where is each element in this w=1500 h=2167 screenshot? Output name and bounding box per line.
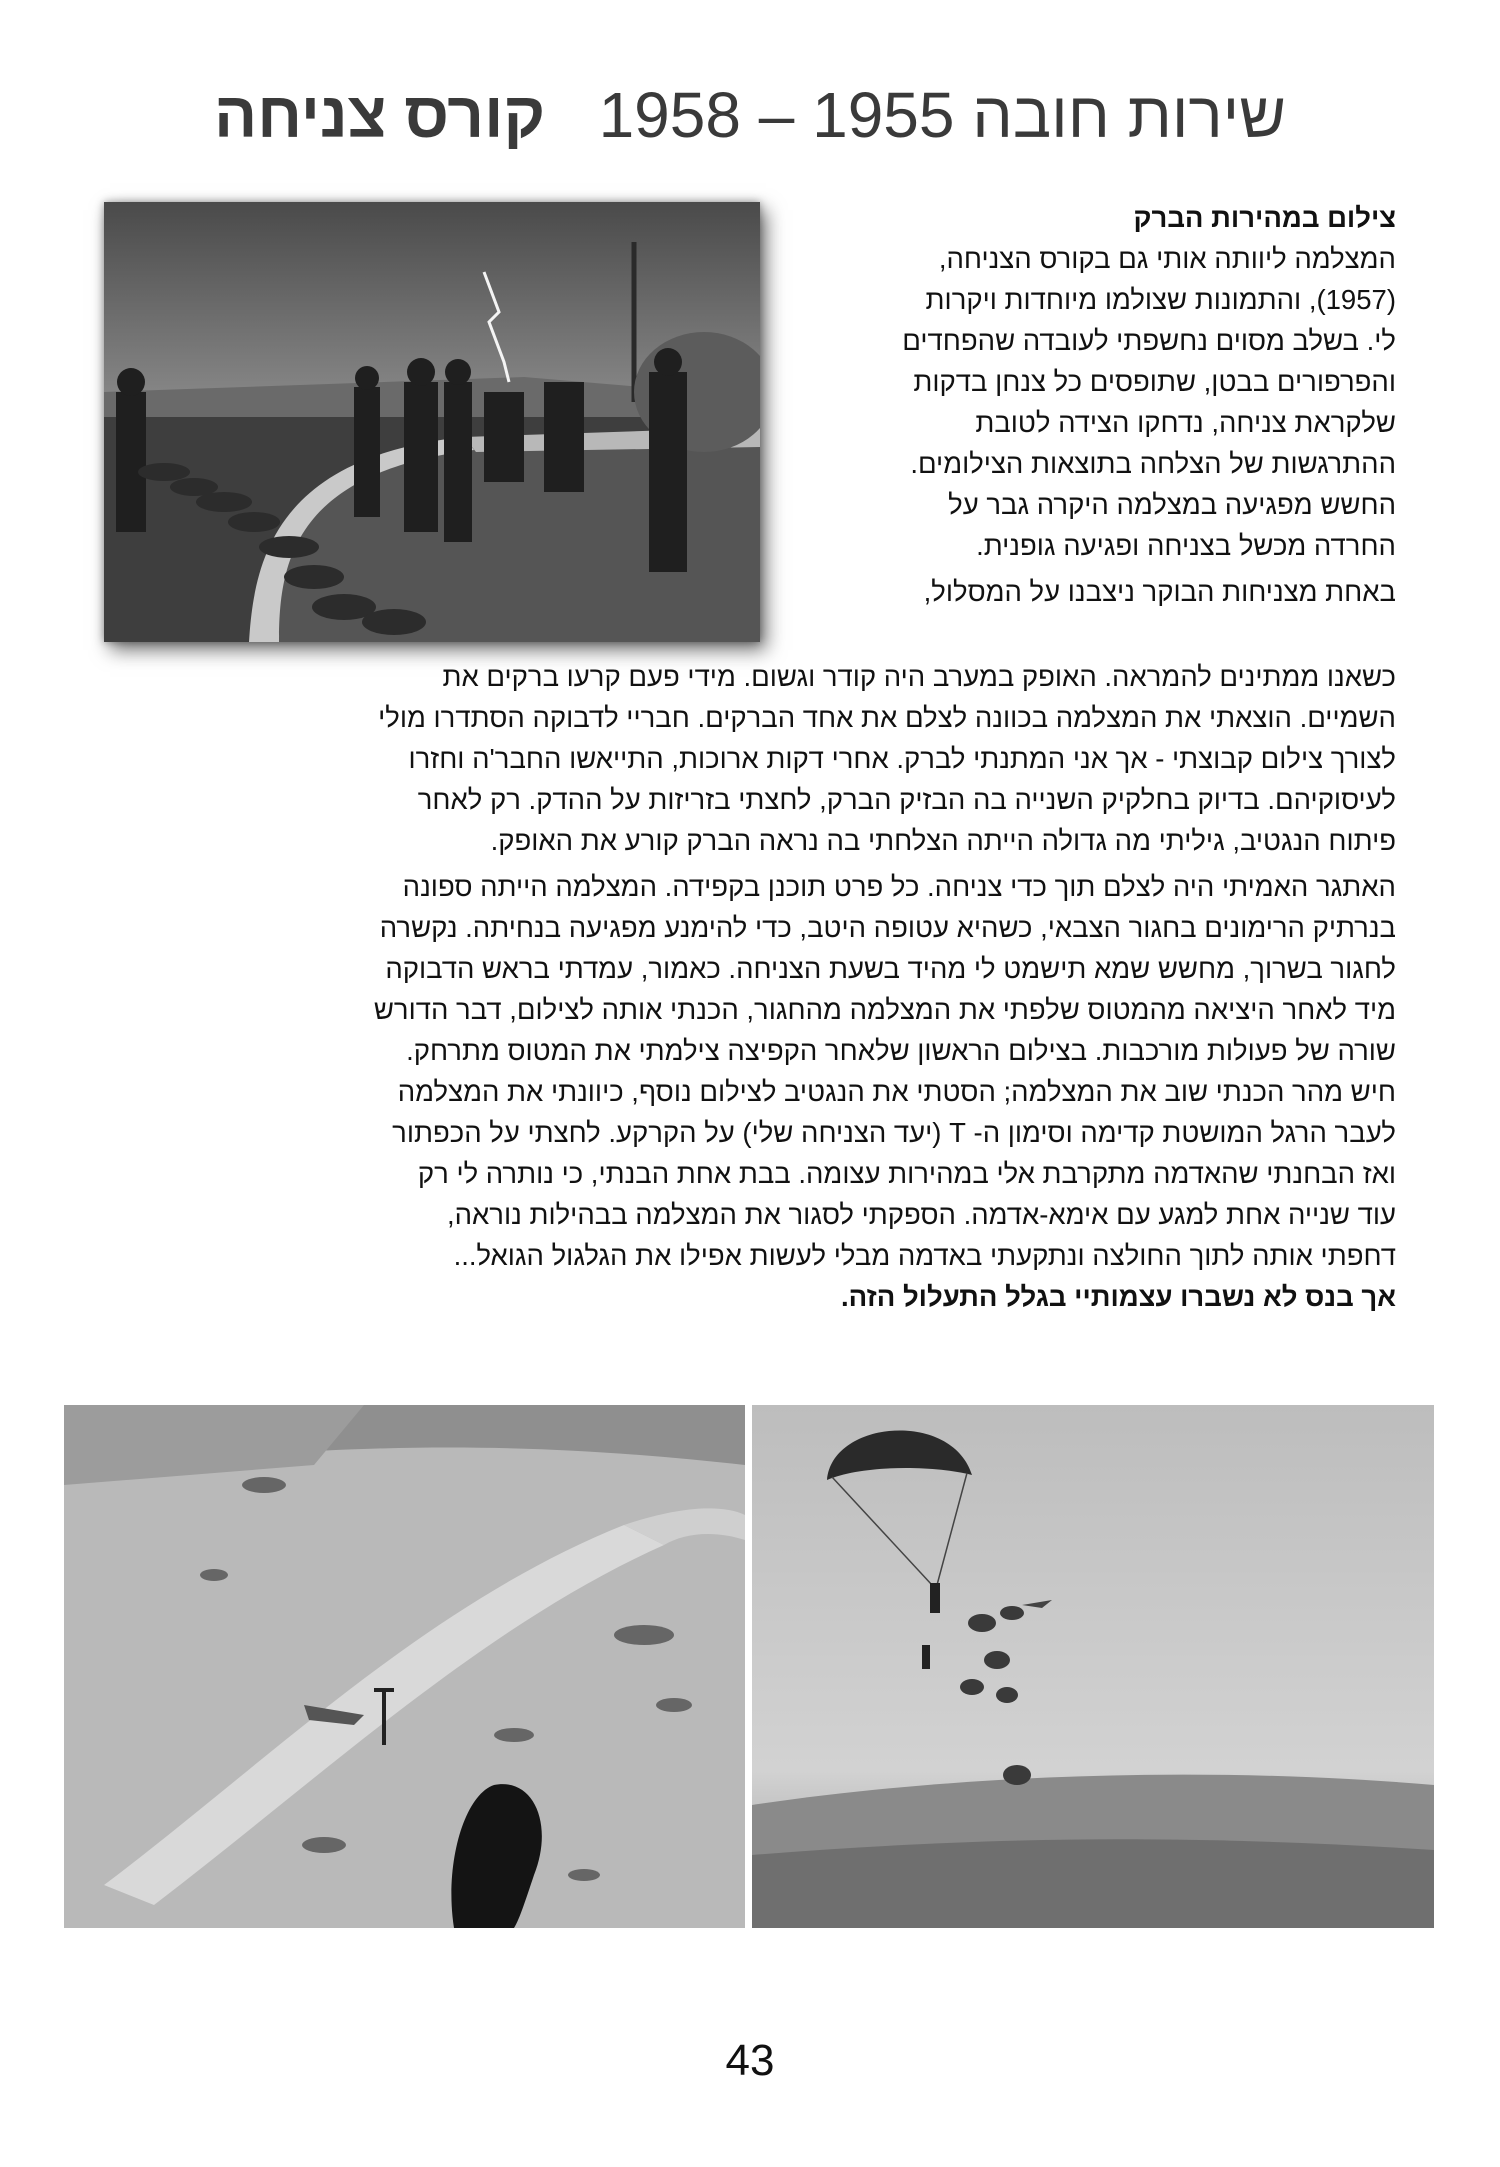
section-heading: צילום במהירות הברק (1133, 202, 1396, 233)
page-title-main: שירות חובה 1955 – 1958 (598, 79, 1287, 151)
text-line: פיתוח הנגטיב, גיליתי מה גדולה הייתה הצלחתי בה נראה הברק קורע את האופק. (490, 825, 1396, 856)
text-line: בנרתיק הרימונים בחגור הצבאי, כשהיא עטופה היטב, כדי להימנע מפגיעה בנחיתה. נקשרה (379, 912, 1396, 943)
text-line: האתגר האמיתי היה לצלם תוך כדי צניחה. כל פרט תוכנן בקפידה. המצלמה הייתה ספונה (402, 871, 1396, 902)
photo-soldiers-lightning (104, 202, 760, 642)
text-line: השמיים. הוצאתי את המצלמה בכוונה לצלם את אחד הברקים. חבריי לדבוקה הסתדרו מולי (378, 702, 1396, 733)
text-line: כשאנו ממתינים להמראה. האופק במערב היה קודר וגשום. מידי פעם קרעו ברקים את (442, 661, 1396, 692)
text-line: באחת מצניחות הבוקר ניצבנו על המסלול, (923, 576, 1396, 607)
text-line: החשש מפגיעה במצלמה היקרה גבר על (948, 489, 1396, 520)
text-line: עוד שנייה אחת למגע עם אימא-אדמה. הספקתי לסגור את המצלמה בבהילות נוראה, (446, 1199, 1396, 1230)
text-line: שלקראת צניחה, נדחקו הצידה לטובת (975, 407, 1396, 438)
photo-foot-t-marker (64, 1405, 745, 1928)
text-line: והפרפורים בבטן, שתופסים כל צנחן בדקות (913, 366, 1396, 397)
page-title-course: קורס צניחה (213, 79, 546, 151)
article-paragraph-1 (120, 656, 1396, 861)
text-line: לצורך צילום קבוצתי - אך אני המתנתי לברק. אחרי דקות ארוכות, התייאשו החבר'ה וחזרו (408, 743, 1396, 774)
text-line: המצלמה ליוותה אותי גם בקורס הצניחה, (938, 243, 1396, 274)
article-paragraph-2 (120, 866, 1396, 1317)
text-line: לחגור בשרוך, מחשש שמא תישמט לי מהיד בשעת הצניחה. כאמור, עמדתי בראש הדבוקה (385, 953, 1396, 984)
text-line: (1957), והתמונות שצולמו מיוחדות ויקרות (925, 284, 1396, 315)
text-line: ואז הבחנתי שהאדמה מתקרבת אלי במהירות עצומה. בבת אחת הבנתי, כי נותרה לי רק (417, 1158, 1396, 1189)
text-line: מיד לאחר היציאה מהמטוס שלפתי את המצלמה מהחגור, הכנתי אותה לצילום, דבר הדורש (373, 994, 1396, 1025)
text-line: לעיסוקיהם. בדיוק בחלקיק השנייה בה הבזיק הברק, לחצתי בזריזות על ההדק. רק לאחר (417, 784, 1396, 815)
closing-line: אך בנס לא נשברו עצמותיי בגלל התעלול הזה. (841, 1281, 1396, 1312)
text-line: ההתרגשות של הצלחה בתוצאות הצילומים. (910, 448, 1396, 479)
text-line: דחפתי אותה לתוך החולצה ונתקעתי באדמה מבלי לעשות אפילו את הגלגול הגואל... (453, 1240, 1396, 1271)
text-line: החרדה מכשל בצניחה ופגיעה גופנית. (976, 530, 1396, 561)
text-line: שורה של פעולות מורכבות. בצילום הראשון שלאחר הקפיצה צילמתי את המטוס מתרחק. (406, 1035, 1396, 1066)
page-title (0, 78, 1500, 152)
text-line: לי. בשלב מסוים נחשפתי לעובדה שהפחדים (902, 325, 1396, 356)
text-line: חיש מהר הכנתי שוב את המצלמה; הסטתי את הנגטיב לצילום נוסף, כיוונתי את המצלמה (397, 1076, 1396, 1107)
photo-parachutes (752, 1405, 1434, 1928)
article-wrap-text (790, 197, 1396, 612)
text-line: לעבר הרגל המושטת קדימה וסימון ה- T (יעד הצניחה שלי) על הקרקע. לחצתי על הכפתור (392, 1117, 1396, 1148)
page-number: 43 (725, 2036, 775, 2085)
